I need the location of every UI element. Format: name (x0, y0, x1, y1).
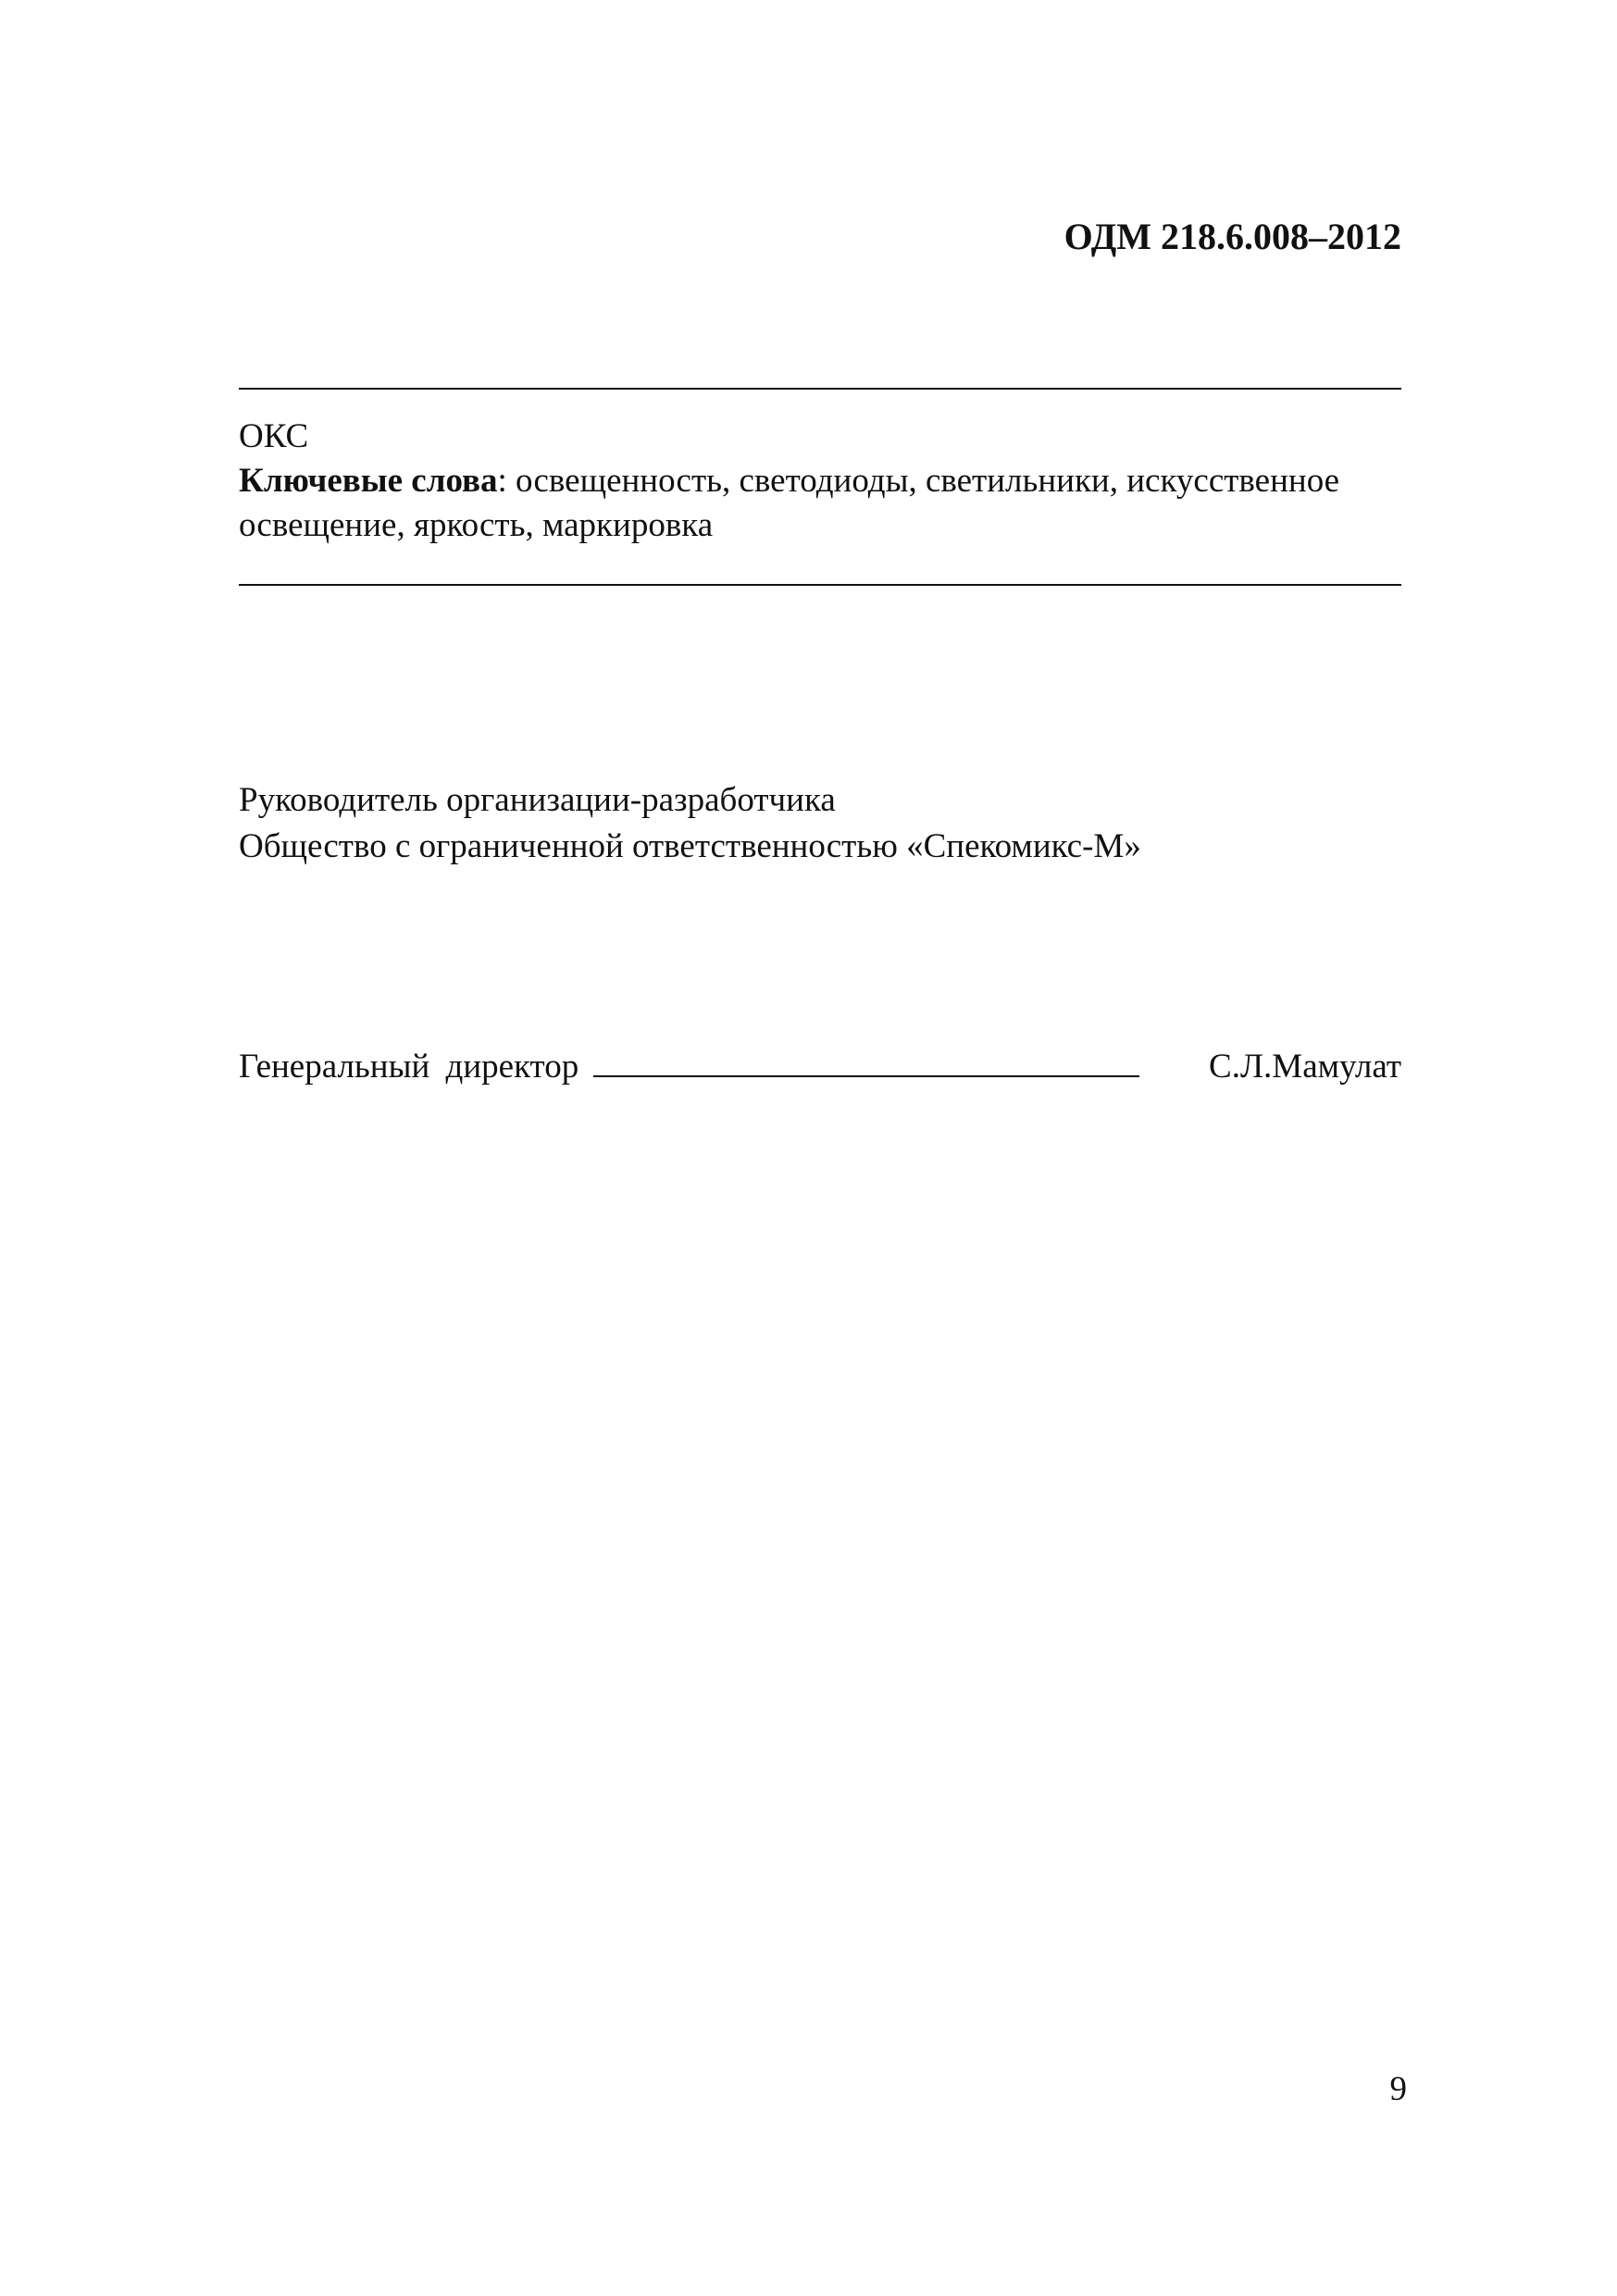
signature-row (239, 1044, 1401, 1090)
keywords-label: Ключевые слова (239, 462, 498, 500)
keywords-line-1 (239, 459, 1401, 503)
keywords-text-1: : освещенность, светодиоды, светильники, искусственное (497, 462, 1340, 500)
developer-block (239, 777, 1141, 870)
keywords-line-2: освещение, яркость, маркировка (239, 506, 714, 544)
document-code: ОДМ 218.6.008–2012 (1063, 216, 1401, 257)
divider-top (239, 388, 1401, 390)
page-number: 9 (1389, 2070, 1407, 2108)
developer-organization: Общество с ограниченной ответственностью «Спекомикс-М» (239, 827, 1141, 865)
keywords-block (239, 415, 1401, 548)
divider-bottom (239, 584, 1401, 586)
signatory-name: С.Л.Мамулат (1209, 1048, 1401, 1086)
okc-label: ОКС (239, 417, 309, 455)
signatory-position: Генеральный директор (239, 1048, 579, 1086)
signature-line (593, 1044, 1139, 1077)
developer-head-label: Руководитель организации-разработчика (239, 781, 836, 819)
